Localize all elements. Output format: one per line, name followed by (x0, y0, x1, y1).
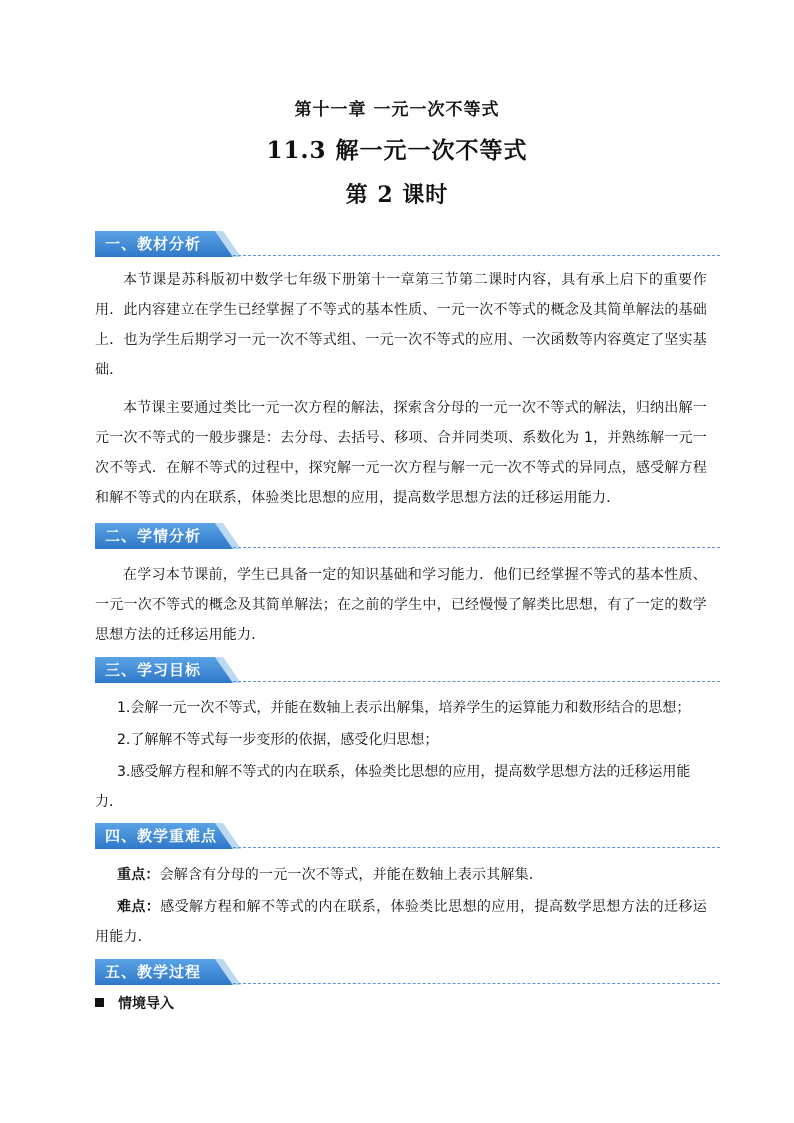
dashed-rule (233, 983, 720, 984)
bullet-text: 情境导入 (118, 996, 174, 1012)
difficulty-text: 感受解方程和解不等式的内在联系，体验类比思想的应用，提高数学思想方法的迁移运用能力． (95, 899, 707, 945)
bullet-item (95, 994, 174, 1014)
section-heading-label: 一、教材分析 (105, 235, 202, 253)
dashed-rule (233, 547, 720, 548)
section-heading-key-points (95, 823, 720, 855)
key-point-row (95, 860, 707, 890)
section-heading-teaching-process (95, 959, 720, 991)
section-heading-label: 五、教学过程 (105, 963, 202, 981)
difficulty-label: 难点： (117, 899, 161, 915)
chapter-title: 第十一章 一元一次不等式 (294, 100, 500, 120)
list-item: 2.了解解不等式每一步变形的依据，感受化归思想； (117, 732, 439, 748)
section-heading-label: 三、学习目标 (105, 661, 202, 679)
square-bullet-icon (95, 998, 104, 1007)
list-item: 1.会解一元一次不等式，并能在数轴上表示出解集，培养学生的运算能力和数形结合的思想； (117, 700, 691, 716)
difficulty-row (95, 892, 707, 952)
key-point-label: 重点： (117, 867, 160, 883)
section-heading-label: 四、教学重难点 (105, 827, 218, 845)
section-heading-textbook-analysis (95, 231, 720, 263)
section-heading-label: 二、学情分析 (105, 527, 202, 545)
paragraph: 本节课主要通过类比一元一次方程的解法，探索含分母的一元一次不等式的解法，归纳出解一元一次不等式的一般步骤是：去分母、去括号、移项、合并同类项、系数化为 1，并熟练解一元一次不等式．在解不等式的过程中，探究解一元一次方程与解一元一次不等式的异同点，感受解方程和解不等式的内在联系，体验类比思想的应用，提高数学思想方法的迁移运用能力． (95, 400, 707, 506)
list-item: 3.感受解方程和解不等式的内在联系，体验类比思想的应用，提高数学思想方法的迁移运用能力． (95, 764, 691, 810)
paragraph: 在学习本节课前，学生已具备一定的知识基础和学习能力．他们已经掌握不等式的基本性质、一元一次不等式的概念及其简单解法；在之前的学生中，已经慢慢了解类比思想，有了一定的数学思想方法的迁移运用能力． (95, 567, 707, 643)
section-heading-student-analysis (95, 523, 720, 555)
dashed-rule (233, 847, 720, 848)
dashed-rule (233, 255, 720, 256)
lesson-title: 第 2 课时 (345, 182, 449, 208)
paragraph: 本节课是苏科版初中数学七年级下册第十一章第三节第二课时内容，具有承上启下的重要作用．此内容建立在学生已经掌握了不等式的基本性质、一元一次不等式的概念及其简单解法的基础上．也为学生后期学习一元一次不等式组、一元一次不等式的应用、一次函数等内容奠定了坚实基础． (95, 272, 707, 378)
section-title: 11.3 解一元一次不等式 (266, 137, 528, 164)
section-heading-learning-goals (95, 657, 720, 689)
dashed-rule (233, 681, 720, 682)
key-point-text: 会解含有分母的一元一次不等式，并能在数轴上表示其解集． (159, 867, 544, 883)
